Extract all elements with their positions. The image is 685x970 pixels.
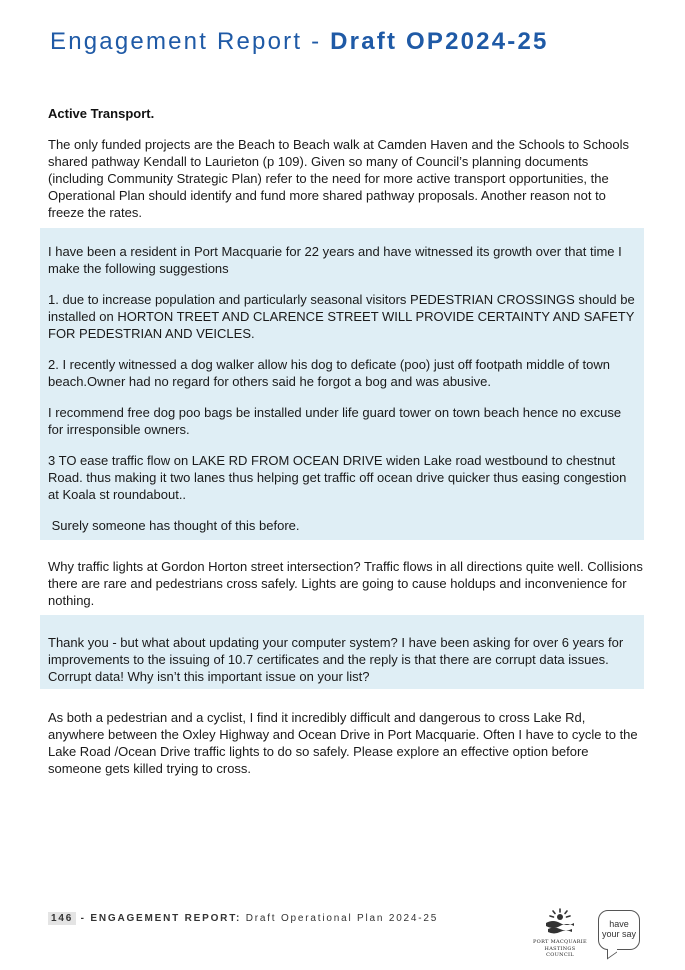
submission-text: Surely someone has thought of this before. [48,518,300,533]
submission-text: The only funded projects are the Beach to Beach walk at Camden Haven and the Schools to Schools shared pathway Kendall to Laurieton (p 109). Given so many of Council’s planning documents (including Community Strategic Plan) refer to the need for more active transport opportunities, the Operational Plan should identify and fund more shared pathway proposals. Another reason not to freeze the rates. [48,137,630,220]
submission-3 [48,558,643,609]
submission-text: 1. due to increase population and particularly seasonal visitors PEDESTRIAN CROSSINGS should be installed on HORTON TREET AND CLARENCE STREET WILL PROVIDE CERTAINTY AND SAFETY FOR PEDESTRIAN AND VEICLES. [48,292,635,341]
page-header [50,28,549,56]
footer-report-label: ENGAGEMENT REPORT: [90,913,242,924]
badge-line1: have [609,919,629,929]
submission-4 [40,615,644,689]
submission-text: I recommend free dog poo bags be installed under life guard tower on town beach hence no excuse for irresponsible owners. [48,405,622,437]
submission-5 [48,709,643,777]
page-footer [48,913,438,924]
have-your-say-badge [598,910,640,950]
submission-2 [40,228,644,540]
submission-text: 2. I recently witnessed a dog walker allow his dog to deficate (poo) just off footpath middle of town beach.Owner had no regard for others said he forgot a bog and was abusive. [48,357,610,389]
council-logo-icon [544,908,576,936]
section-title: Active Transport. [48,106,155,121]
header-title-prefix: Engagement Report - [50,28,331,55]
logo-text-line2: HASTINGS COUNCIL [544,946,576,958]
badge-line2: your say [601,929,636,939]
logo-text-line1: PORT MACQUARIE [533,939,587,945]
submission-text: Why traffic lights at Gordon Horton street intersection? Traffic flows in all directions quite well. Collisions there are rare and pedestrians cross safely. Lights are going to cause holdups and inconvenience for nothing. [48,559,643,608]
page-number: 146 [48,912,76,925]
submission-text: As both a pedestrian and a cyclist, I find it incredibly difficult and dangerous to cross Lake Rd, anywhere between the Oxley Highway and Ocean Drive in Port Macquarie. Often I have to cycle to the Lake Road /Ocean Drive traffic lights to do so safely. Please explore an effective option before someone gets killed trying to cross. [48,710,638,776]
council-logo [530,908,590,960]
submission-text: I have been a resident in Port Macquarie for 22 years and have witnessed its growth over that time I make the following suggestions [48,244,622,276]
header-title-draft: Draft OP2024-25 [330,28,549,55]
footer-doc-name: Draft Operational Plan 2024-25 [241,913,439,924]
submission-1 [48,136,643,221]
footer-separator: - [76,913,91,924]
submission-text: Thank you - but what about updating your computer system? I have been asking for over 6 years for improvements to the issuing of 10.7 certificates and the reply is that there are corrupt data issues. Corrupt data! Why isn’t this important issue on your list? [48,635,624,684]
submission-text: 3 TO ease traffic flow on LAKE RD FROM OCEAN DRIVE widen Lake road westbound to chestnut Road. thus making it two lanes thus helping get traffic off ocean drive quicker thus easing congestion at Koala st roundabout.. [48,453,627,502]
